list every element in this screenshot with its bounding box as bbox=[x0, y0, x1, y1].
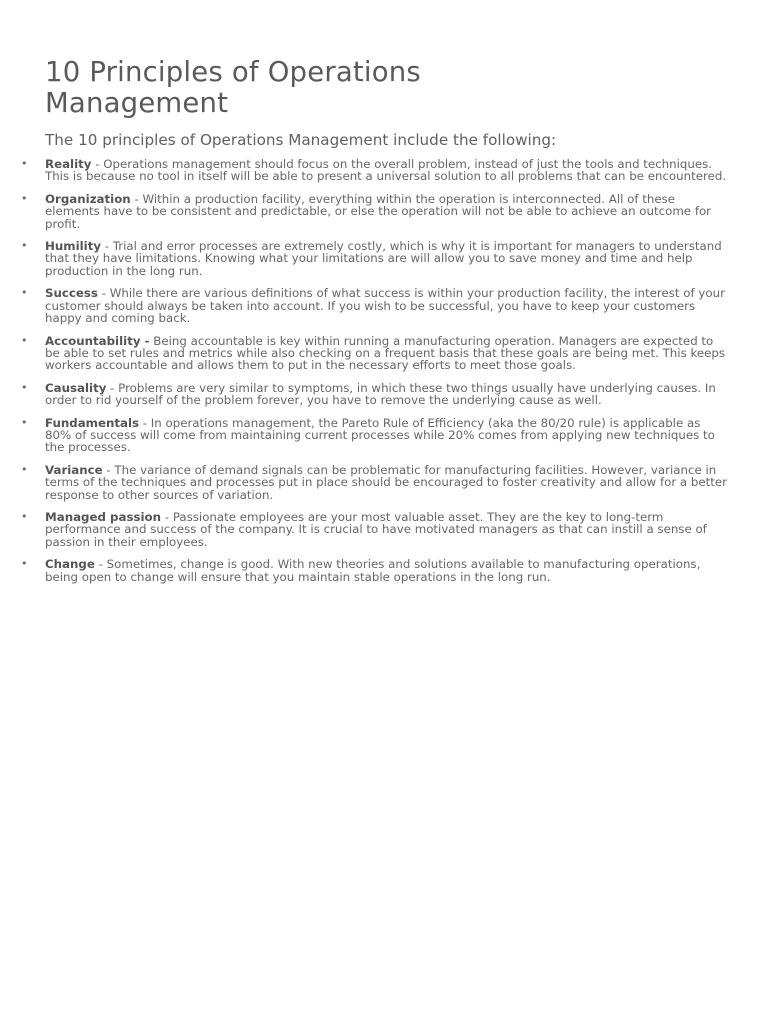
list-item-variance bbox=[0, 464, 768, 501]
principle-term: Accountability - bbox=[45, 333, 150, 348]
list-item-causality bbox=[0, 382, 768, 407]
principle-text: - Trial and error processes are extremely costly, which is why it is important for managers to understand that they have limitations. Knowing what your limitations are will allow you to save money and time and help production in the long run. bbox=[45, 239, 722, 278]
principle-term: Organization bbox=[45, 191, 131, 206]
list-item-reality bbox=[0, 158, 768, 183]
bullet-icon: • bbox=[21, 557, 28, 571]
list-item-success bbox=[0, 287, 768, 324]
principle-text: - While there are various definitions of what success is within your production facility, the interest of your customer should always be taken into account. If you wish to be successful, you have to keep your customers happy and coming back. bbox=[45, 286, 725, 325]
list-item-change bbox=[0, 558, 768, 583]
bullet-icon: • bbox=[21, 415, 28, 429]
principle-term: Fundamentals bbox=[45, 415, 140, 430]
list-item-fundamentals bbox=[0, 417, 768, 454]
bullet-icon: • bbox=[21, 286, 28, 300]
bullet-icon: • bbox=[21, 333, 28, 347]
principle-text: - The variance of demand signals can be problematic for manufacturing facilities. However, variance in terms of the techniques and processes put in place should be encouraged to foster creativity and allow for a better response to other sources of variation. bbox=[45, 462, 728, 502]
principles-list bbox=[0, 158, 768, 593]
principle-text: - In operations management, the Pareto Rule of Efficiency (aka the 80/20 rule) is applicable as 80% of success will come from maintaining current processes while 20% comes from applying new techniques to the processes. bbox=[45, 415, 715, 455]
bullet-icon: • bbox=[21, 157, 28, 170]
principle-text: - Passionate employees are your most valuable asset. They are the key to long-term performance and success of the company. It is crucial to have motivated managers as that can instill a sense of passion in their employees. bbox=[45, 510, 707, 549]
principle-term: Variance bbox=[45, 462, 103, 477]
bullet-icon: • bbox=[21, 510, 28, 524]
bullet-icon: • bbox=[21, 380, 28, 394]
bullet-icon: • bbox=[21, 462, 28, 476]
list-item-humility bbox=[0, 240, 768, 277]
list-item-accountability bbox=[0, 335, 768, 372]
principle-text: Being accountable is key within running a manufacturing operation. Managers are expected to be able to set rules and metrics while also checking on a frequent basis that these goals are being met. This keeps workers accountable and allows them to put in the necessary efforts to meet those goals. bbox=[45, 333, 726, 373]
bullet-icon: • bbox=[21, 239, 28, 253]
principle-text: - Problems are very similar to symptoms, in which these two things usually have underlying causes. In order to rid yourself of the problem forever, you have to remove the underlying cause as well. bbox=[45, 380, 716, 408]
principle-text: - Operations management should focus on the overall problem, instead of just the tools and techniques. This is because no tool in itself will be able to present a universal solution to all problems that can be encountered. bbox=[45, 157, 727, 184]
principle-term: Success bbox=[45, 286, 98, 301]
principle-text: - Within a production facility, everything within the operation is interconnected. All of these elements have to be consistent and predictable, or else the operation will not be able to achieve an outcome for profit. bbox=[45, 191, 712, 231]
principle-term: Causality bbox=[45, 380, 107, 395]
page-title: 10 Principles of Operations Management bbox=[45, 56, 421, 119]
bullet-icon: • bbox=[21, 191, 28, 205]
list-item-organization bbox=[0, 193, 768, 230]
list-item-managed-passion bbox=[0, 511, 768, 548]
intro-text: The 10 principles of Operations Management include the following: bbox=[45, 131, 557, 149]
principle-term: Change bbox=[45, 557, 95, 572]
principle-term: Reality bbox=[45, 157, 92, 171]
principle-term: Humility bbox=[45, 239, 102, 254]
principle-text: - Sometimes, change is good. With new theories and solutions available to manufacturing operations, being open to change will ensure that you maintain stable operations in the long run. bbox=[45, 557, 701, 584]
principle-term: Managed passion bbox=[45, 510, 162, 525]
